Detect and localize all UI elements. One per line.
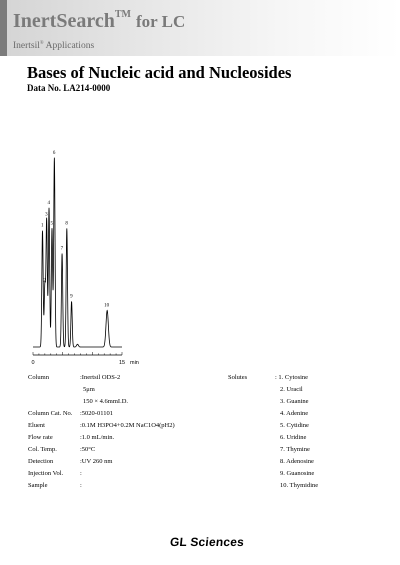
peak-label: 9 (70, 294, 73, 300)
x-axis (32, 352, 139, 366)
x-axis-unit-label: min (130, 360, 139, 366)
cond-value-detection: :UV 260 nm (80, 458, 113, 465)
cond-value-cat-no: :5020-01101 (80, 410, 113, 417)
peak-label: 5 (50, 221, 53, 227)
cond-label-sample: Sample (28, 482, 48, 489)
page-title: Bases of Nucleic acid and Nucleosides (27, 63, 292, 82)
x-tick-label: 0 (31, 360, 35, 366)
solute-item: 8. Adenosine (280, 458, 314, 465)
cond-value-temp: :50°C (80, 446, 96, 453)
cond-label-detection: Detection (28, 458, 54, 465)
chromatogram-trace (33, 158, 122, 347)
data-number: Data No. LA214-0000 (27, 83, 111, 93)
header-accent-bar (0, 0, 7, 56)
brand-suffix: for LC (135, 12, 186, 31)
cond-label-eluent: Eluent (28, 422, 45, 429)
solute-item: : 1. Cytosine (275, 374, 309, 381)
cond-label-injection: Injection Vol. (28, 470, 64, 477)
solute-item: 4. Adenine (280, 410, 309, 417)
solute-item: 6. Uridine (280, 434, 307, 441)
cond-label-column: Column (28, 374, 49, 381)
cond-label-temp: Col. Temp. (28, 446, 57, 453)
subtitle-name: Inertsil (13, 41, 40, 51)
peak-label: 8 (65, 221, 68, 227)
solute-item: 2. Uracil (280, 386, 303, 393)
solute-item: 3. Guanine (280, 398, 309, 405)
peak-label: 7 (60, 246, 64, 252)
brand-subtitle (13, 41, 94, 51)
cond-label-cat-no: Column Cat. No. (28, 410, 73, 417)
peak-label: 10 (104, 303, 110, 309)
brand-title (13, 10, 185, 33)
cond-value-flow: :1.0 mL/min. (80, 434, 115, 441)
peak-label: 2 (43, 278, 46, 284)
peak-label: 4 (47, 200, 51, 206)
gl-sciences-logo: GL Sciences (169, 535, 245, 549)
cond-value-sample: : (80, 482, 82, 489)
subtitle-rest: Applications (45, 41, 95, 51)
peak-label: 6 (52, 150, 56, 156)
solutes-label: Solutes (228, 374, 248, 381)
x-tick-label: 15 (119, 360, 126, 366)
cond-label-flow: Flow rate (28, 434, 53, 441)
peak-label: 1 (40, 223, 44, 229)
peaks-layer (33, 151, 122, 347)
solute-item: 5. Cytidine (280, 422, 309, 429)
chromatogram (20, 105, 170, 380)
cond-value-eluent: :0.1M H3PO4+0.2M NaC1O4(pH2) (80, 422, 175, 429)
cond-value-column: :Inertsil ODS-2 (80, 374, 121, 381)
cond-value-column-size: 150 × 4.6mmI.D. (83, 398, 129, 405)
brand-name: InertSearch (13, 10, 115, 32)
trademark-mark: TM (114, 9, 131, 20)
cond-value-injection: : (80, 470, 82, 477)
solute-item: 7. Thymine (280, 446, 310, 453)
cond-value-column-particle: 5μm (83, 386, 95, 393)
solute-item: 9. Guanosine (280, 470, 315, 477)
solute-item: 10. Thymidine (280, 482, 319, 489)
peak-label: 3 (45, 212, 48, 218)
registered-mark: ® (39, 41, 44, 46)
